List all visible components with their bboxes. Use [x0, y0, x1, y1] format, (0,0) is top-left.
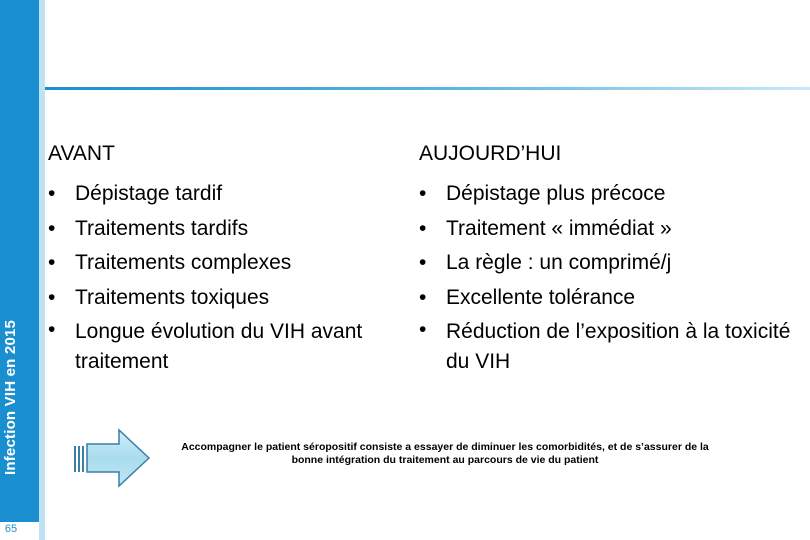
list-item: • Traitement « immédiat » — [419, 212, 799, 247]
avant-list — [48, 177, 378, 377]
list-item: • Dépistage plus précoce — [419, 177, 799, 212]
list-item: • Traitements complexes — [48, 246, 378, 281]
avant-heading: AVANT — [48, 142, 115, 165]
page-number: 65 — [4, 523, 18, 535]
list-item: • Excellente tolérance — [419, 281, 799, 316]
list-item: • Dépistage tardif — [48, 177, 378, 212]
list-item: • La règle : un comprimé/j — [419, 246, 799, 281]
aujourdhui-list — [419, 177, 799, 377]
sidebar-title — [2, 449, 19, 475]
sidebar-accent — [39, 0, 45, 540]
header-rule — [45, 87, 810, 90]
note-text: Accompagner le patient séropositif consiste a essayer de diminuer les comorbidités, et de s’assurer de la bonne intégration du traitement au parcours de vie du patient — [181, 441, 709, 466]
aujourdhui-column — [419, 140, 799, 377]
list-item: • Traitements tardifs — [48, 212, 378, 247]
list-item: • Traitements toxiques — [48, 281, 378, 316]
list-item: • Réduction de l’exposition à la toxicité du VIH — [419, 315, 799, 377]
avant-column — [48, 140, 378, 377]
aujourdhui-heading: AUJOURD’HUI — [419, 142, 562, 165]
list-item: • Longue évolution du VIH avant traitement — [48, 315, 378, 377]
